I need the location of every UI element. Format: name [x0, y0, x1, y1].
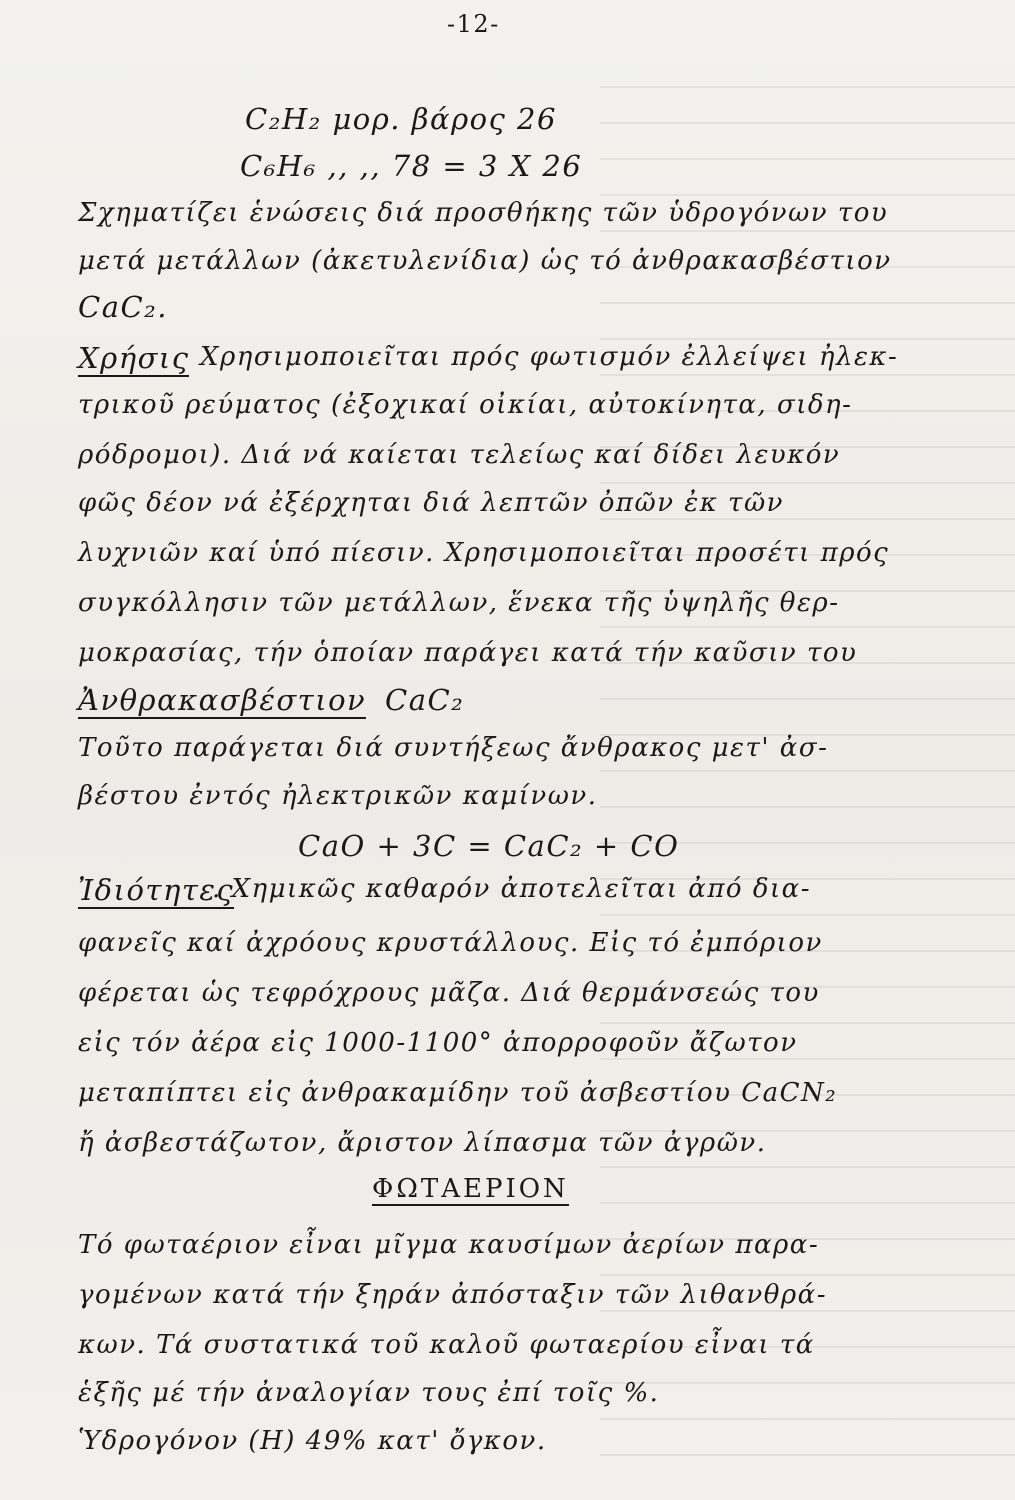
text-line: Τό φωταέριον εἶναι μῖγμα καυσίμων ἀερίων παρα-: [78, 1230, 820, 1260]
text-line: γομένων κατά τήν ξηράν ἀπόσταξιν τῶν λιθανθρά-: [78, 1280, 827, 1310]
text-line: ρόδρομοι). Διά νά καίεται τελείως καί δίδει λευκόν: [78, 440, 841, 470]
text-line: ἑξῆς μέ τήν ἀναλογίαν τους ἐπί τοῖς %.: [78, 1378, 660, 1408]
text-line: τρικοῦ ρεύματος (ἐξοχικαί οἰκίαι, αὐτοκίνητα, σιδη-: [78, 390, 853, 420]
text-line: CaC₂.: [78, 290, 169, 324]
text-line: φανεῖς καί ἀχρόους κρυστάλλους. Εἰς τό ἐμπόριον: [78, 928, 823, 958]
text-line: φέρεται ὡς τεφρόχρους μᾶζα. Διά θερμάνσεώς του: [78, 978, 820, 1008]
text-line: CaC₂: [385, 683, 465, 717]
text-line: εἰς τόν ἀέρα εἰς 1000-1100° ἀπορροφοῦν ἄζωτον: [78, 1028, 798, 1058]
text-line: λυχνιῶν καί ὑπό πίεσιν. Χρησιμοποιεῖται προσέτι πρός: [78, 538, 890, 568]
text-line: μοκρασίας, τήν ὁποίαν παράγει κατά τήν καῦσιν του: [78, 638, 858, 668]
text-line: Τοῦτο παράγεται διά συντήξεως ἄνθρακος μετ' ἀσ-: [78, 733, 829, 763]
text-line: . Χημικῶς καθαρόν ἀποτελεῖται ἀπό δια-: [212, 874, 812, 904]
text-line: βέστου ἐντός ἠλεκτρικῶν καμίνων.: [78, 781, 598, 811]
text-line: μετά μετάλλων (ἀκετυλενίδια) ὡς τό ἀνθρακασβέστιον: [78, 246, 892, 276]
text-line: ἤ ἀσβεστάζωτον, ἄριστον λίπασμα τῶν ἀγρῶν.: [78, 1128, 767, 1158]
section-heading: Ἰδιότητες: [78, 873, 235, 907]
section-heading: Ἀνθρακασβέστιον: [78, 683, 367, 717]
text-line: συγκόλλησιν τῶν μετάλλων, ἕνεκα τῆς ὑψηλῆς θερ-: [78, 588, 840, 618]
text-line: Ὑδρογόνον (H) 49% κατ' ὄγκον.: [78, 1426, 547, 1456]
text-line: μεταπίπτει εἰς ἀνθρακαμίδην τοῦ ἀσβεστίου CaCN₂: [78, 1078, 838, 1108]
text-line: Χρησιμοποιεῖται πρός φωτισμόν ἐλλείψει ἠλεκ-: [200, 342, 899, 372]
text-line: Σχηματίζει ἑνώσεις διά προσθήκης τῶν ὑδρογόνων του: [78, 198, 889, 228]
page-number: -12-: [447, 10, 500, 38]
section-heading: Χρήσις: [78, 341, 190, 375]
text-line: C₆H₆ ,, ,, 78 = 3 X 26: [240, 149, 583, 183]
text-line: φῶς δέον νά ἐξέρχηται διά λεπτῶν ὀπῶν ἐκ τῶν: [78, 488, 784, 518]
section-heading: ΦΩΤΑΕΡΙΟΝ: [372, 1174, 569, 1204]
chemical-equation: CaO + 3C = CaC₂ + CO: [298, 829, 680, 863]
text-line: C₂H₂ μορ. βάρος 26: [245, 102, 557, 136]
text-line: κων. Τά συστατικά τοῦ καλοῦ φωταερίου εἶναι τά: [78, 1330, 815, 1360]
